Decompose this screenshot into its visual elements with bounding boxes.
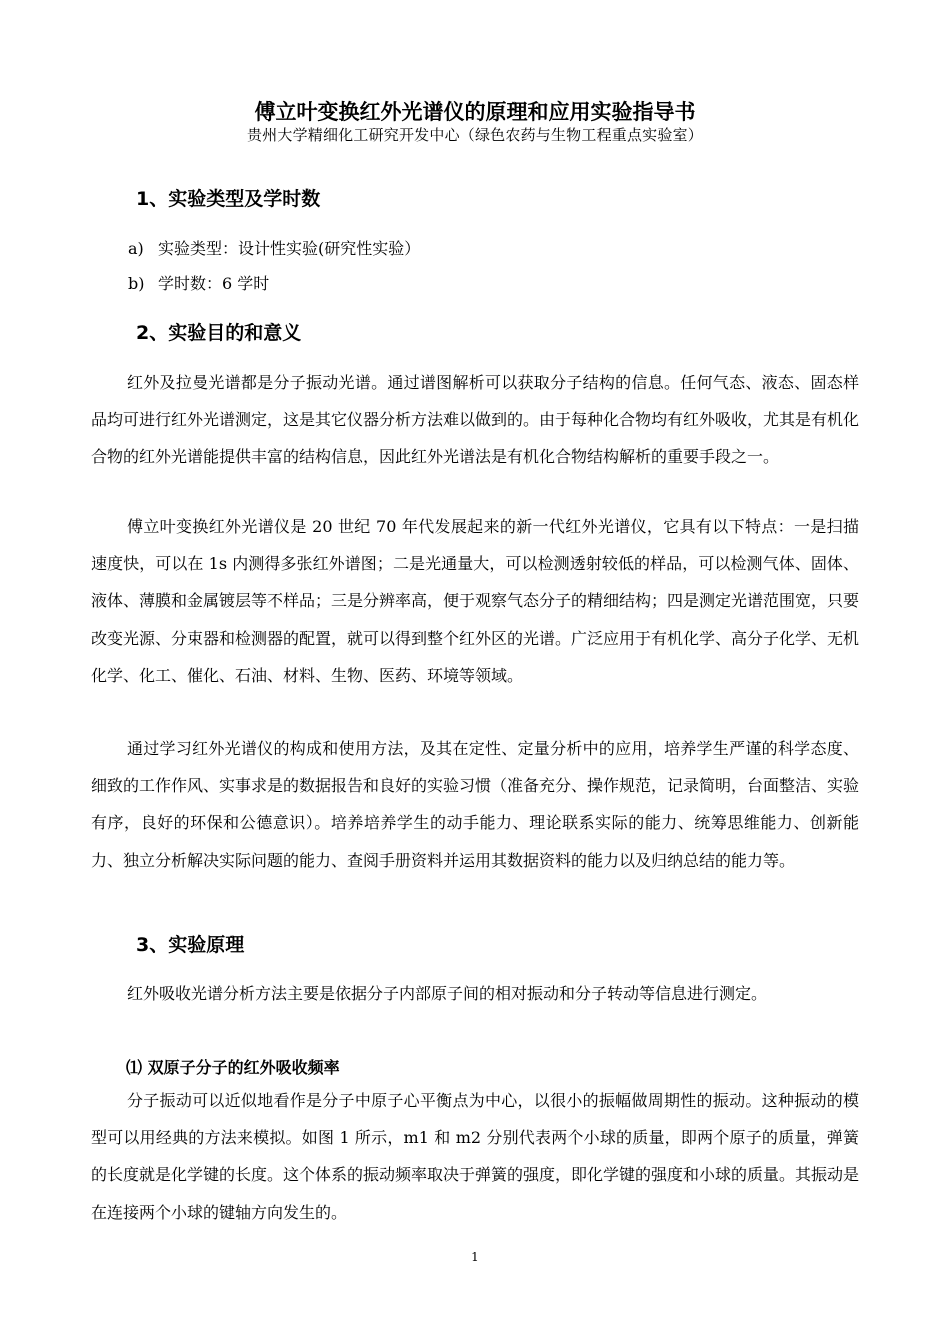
paragraph: 通过学习红外光谱仪的构成和使用方法，及其在定性、定量分析中的应用，培养学生严谨的科学态度、细致的工作作风、实事求是的数据报告和良好的实验习惯（准备充分、操作规范，记录简明，台面整洁、实验有序，良好的环保和公德意识）。培养培养学生的动手能力、理论联系实际的能力、统筹思维能力、创新能力、独立分析解决实际问题的能力、查阅手册资料并运用其数据资料的能力以及归纳总结的能力等。: [91, 739, 860, 870]
list-marker: b): [128, 274, 145, 293]
list-marker: a): [128, 239, 144, 258]
list-item: [128, 236, 420, 259]
subsection-heading: ⑴ 双原子分子的红外吸收频率: [126, 1058, 340, 1077]
section-2-heading: 2、实验目的和意义: [136, 322, 302, 344]
paragraph: 分子振动可以近似地看作是分子中原子心平衡点为中心，以很小的振幅做周期性的振动。这种振动的模型可以用经典的方法来模拟。如图 1 所示，m1 和 m2 分别代表两个小球的质量，即两个原子的质量，弹簧的长度就是化学键的长度。这个体系的振动频率取决于弹簧的强度，即化学键的强度和小球的质量。其振动是在连接两个小球的键轴方向发生的。: [91, 1091, 860, 1222]
paragraph: 红外吸收光谱分析方法主要是依据分子内部原子间的相对振动和分子转动等信息进行测定。: [127, 984, 768, 1003]
document-title: 傅立叶变换红外光谱仪的原理和应用实验指导书: [254, 100, 696, 124]
section-3-heading: 3、实验原理: [136, 934, 245, 956]
section-1-heading: 1、实验类型及学时数: [136, 188, 321, 210]
page-number: 1: [471, 1250, 479, 1264]
paragraph: 傅立叶变换红外光谱仪是 20 世纪 70 年代发展起来的新一代红外光谱仪，它具有以下特点：一是扫描速度快，可以在 1s 内测得多张红外谱图；二是光通量大，可以检测透射较低的样品，可以检测气体、固体、液体、薄膜和金属镀层等不样品；三是分辨率高，便于观察气态分子的精细结构；四是测定光谱范围宽，只要改变光源、分束器和检测器的配置，就可以得到整个红外区的光谱。广泛应用于有机化学、高分子化学、无机化学、化工、催化、石油、材料、生物、医药、环境等领域。: [91, 517, 860, 685]
list-text: 实验类型：设计性实验(研究性实验）: [158, 239, 421, 258]
document-subtitle: 贵州大学精细化工研究开发中心（绿色农药与生物工程重点实验室）: [246, 126, 703, 144]
paragraph: 红外及拉曼光谱都是分子振动光谱。通过谱图解析可以获取分子结构的信息。任何气态、液态、固态样品均可进行红外光谱测定，这是其它仪器分析方法难以做到的。由于每种化合物均有红外吸收，尤其是有机化合物的红外光谱能提供丰富的结构信息，因此红外光谱法是有机化合物结构解析的重要手段之一。: [91, 373, 860, 467]
list-item: [128, 271, 269, 294]
list-text: 学时数：6 学时: [158, 274, 270, 293]
